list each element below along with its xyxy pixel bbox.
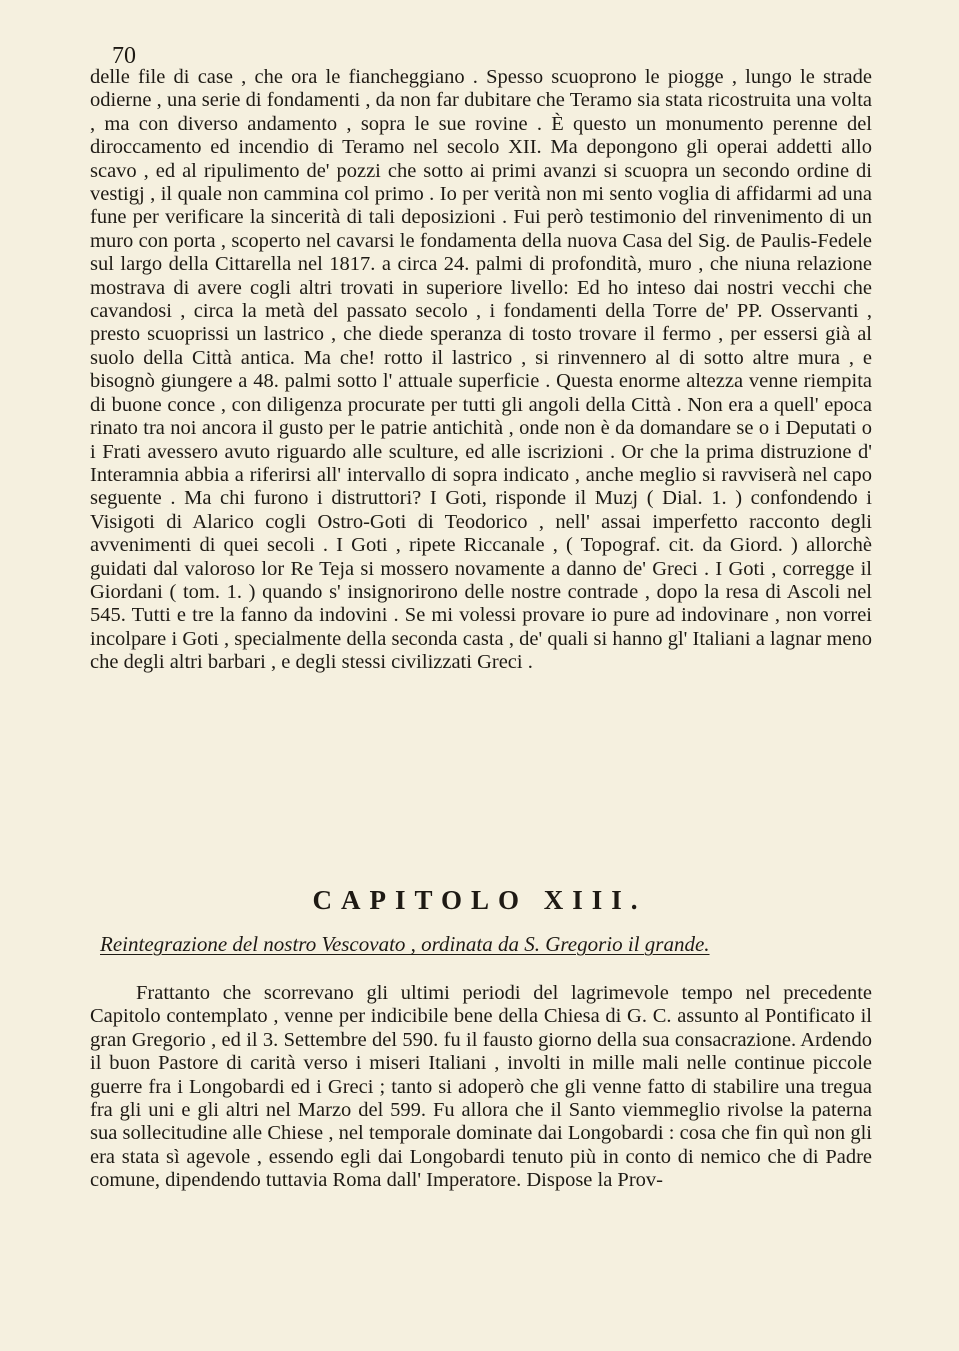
chapter-subtitle: Reintegrazione del nostro Vescovato , ordinata da S. Gregorio il grande. (100, 932, 710, 956)
chapter-paragraph: Frattanto che scorrevano gli ultimi periodi del lagrimevole tempo nel precedente Capitolo contemplato , venne per indicibile bene della Chiesa di G. C. assunto al Pontificato il gran Gregorio , ed il 3. Settembre del 590. fu il fausto giorno della sua consacrazione. Ardendo il buon Pastore di carità verso i miseri Italiani , involti in mille mali nelle continue piccole guerre fra i Longobardi ed i Greci ; tanto si adoperò che gli venne fatto di stabilire una tregua fra gli uni e gli altri nel Marzo del 599. Fu allora che il Santo viemmeglio rivolse la paterna sua sollecitudine alle Chiese , nel temporale dominate dai Longobardi : cosa che fin quì non gli era stata sì agevole , essendo egli dai Longobardi tenuto più in conto di nemico che di Padre comune, dipendendo tuttavia Roma dall' Imperatore. Dispose la Prov- (90, 982, 872, 1192)
body-paragraph: delle file di case , che ora le fiancheggiano . Spesso scuoprono le piogge , lungo le strade odierne , una serie di fondamenti , da non far dubitare che Teramo sia stata ricostruita una volta , ma con diverso andamento , sopra le sue rovine . È questo un monumento perenne del diroccamento ed incendio di Teramo nel secolo XII. Ma depongono gli operai addetti allo scavo , ed al ripulimento de' pozzi che sotto ai primi avanzi si scuopra un secondo ordine di vestigj , il quale non cammina col primo . Io per verità non mi sento voglia di affidarmi ad una fune per verificare la sincerità di tali deposizioni . Fui però testimonio del rinvenimento di un muro con porta , scoperto nel cavarsi le fondamenta della nuova Casa del Sig. de Paulis-Fedele sul largo della Cittarella nel 1817. a circa 24. palmi di profondità, muro , che niuna relazione mostrava di avere cogli altri trovati in superiore livello: Ed ho inteso dai nostri vecchi che cavandosi , circa la metà del passato secolo , i fondamenti della Torre de' PP. Osservanti , presto scuoprissi un lastrico , che diede speranza di tosto trovare il fermo , per essersi già al suolo della Città antica. Ma che! rotto il lastrico , si rinvennero al di sotto altre mura , e bisognò giungere a 48. palmi sotto l' attuale superficie . Questa enorme altezza venne riempita di buone conce , con diligenza procurate per tutti gli angoli della Città . Non era a quell' epoca rinato tra noi ancora il gusto per le patrie antichità , onde non è da domandare se o i Deputati o i Frati avessero avuto riguardo alle sculture, ed alle iscrizioni . Or che la prima distruzione d' Interamnia abbia a riferirsi all' intervallo di sopra indicato , anche meglio si ravviserà nel capo seguente . Ma chi furono i distruttori? I Goti, risponde il Muzj ( Dial. 1. ) confondendo i Visigoti di Alarico cogli Ostro-Goti di Teodorico , nell' assai imperfetto racconto degli avvenimenti di quei secoli . I Goti , ripete Riccanale , ( Topograf. cit. da Giord. ) allorchè guidati dal valoroso lor Re Teja si mossero novamente a danno de' Greci . I Goti , corregge il Giordani ( tom. 1. ) quando s' insignorirono delle nostre contrade , dopo la resa di Ascoli nel 545. Tutti e tre la fanno da indovini . Se mi volessi provare io pure ad indovinare , non vorrei incolpare i Goti , specialmente della seconda casta , de' quali si hanno gl' Italiani a lagnar meno che degli altri barbari , e degli stessi civilizzati Greci . (90, 66, 872, 674)
page-number: 70 (112, 43, 136, 69)
chapter-title: CAPITOLO XIII. (312, 885, 647, 915)
